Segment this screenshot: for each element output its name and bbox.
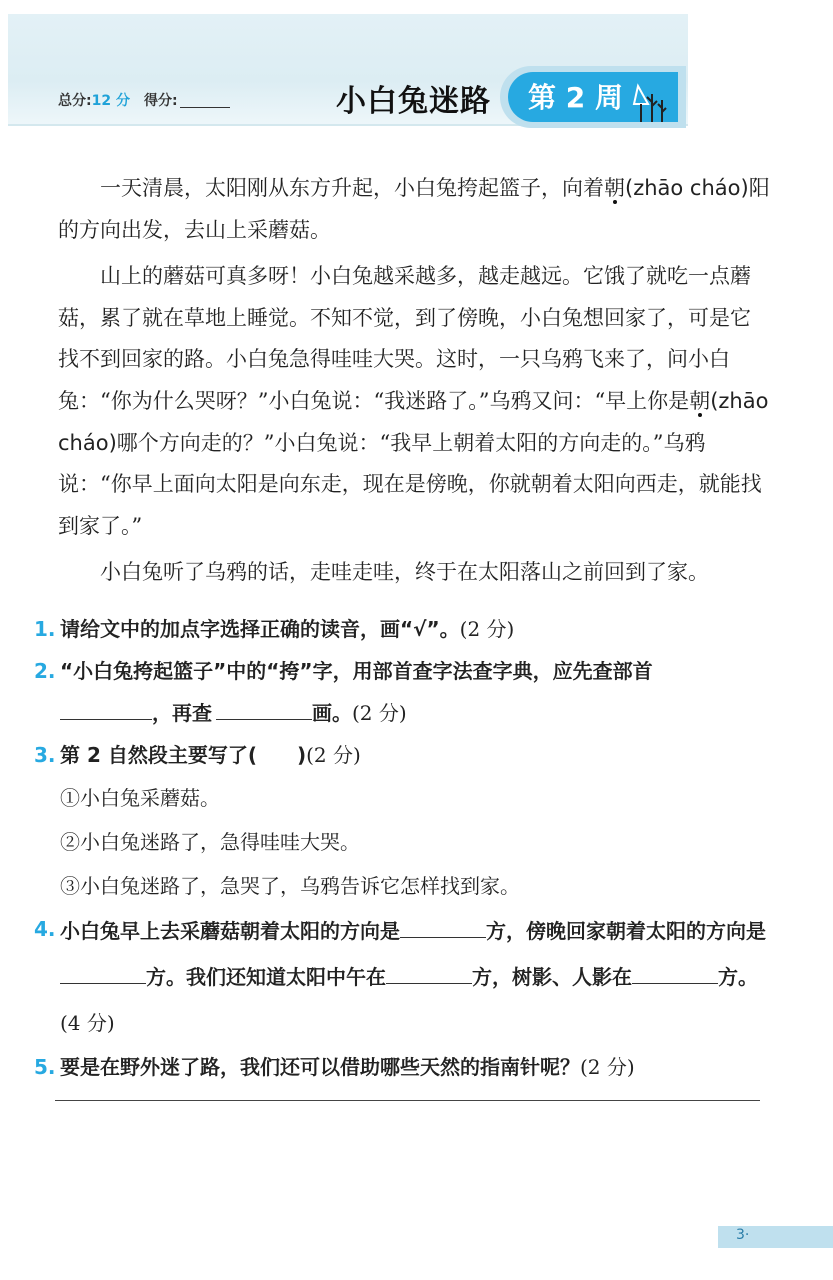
dotted-character: 朝	[689, 388, 711, 413]
question-text	[60, 1046, 774, 1088]
points-label: (2 分)	[459, 617, 515, 641]
passage-text: 山上的蘑菇可真多呀！小白兔越采越多，越走越远。它饿了就吃一点蘑菇，累了就在草地上睡觉。不知不觉，到了傍晚，小白兔想回家了，可是它找不到回家的路。小白兔急得哇哇大哭。这时，一只乌鸦飞来了，问小白兔：“你为什么哭呀？”小白兔说：“我迷路了。”乌鸦又问：“早上你是	[58, 264, 751, 413]
question-5	[34, 1046, 774, 1088]
score-row	[58, 90, 230, 110]
question-2-text: 画。	[312, 701, 352, 725]
tree-icon	[630, 76, 672, 126]
obtained-score-blank[interactable]	[180, 93, 230, 108]
question-number: 1.	[34, 617, 56, 641]
obtained-score-label: 得分:	[143, 93, 178, 109]
noon-direction-blank[interactable]	[386, 963, 472, 984]
radical-blank[interactable]	[60, 699, 152, 720]
question-2-text: ，再查	[152, 701, 212, 725]
stroke-count-blank[interactable]	[216, 699, 312, 720]
passage-paragraph-2	[58, 256, 770, 547]
question-list	[34, 608, 774, 1088]
points-label: (2 分)	[352, 701, 407, 725]
question-2	[34, 650, 774, 734]
total-score-label: 总分:	[58, 93, 92, 109]
passage-text: 阳的方向出发，去山上采蘑菇。	[58, 176, 770, 242]
question-text	[60, 908, 774, 1046]
question-text	[60, 608, 774, 650]
question-4-text: 方。	[718, 965, 758, 989]
question-5-text: 要是在野外迷了路，我们还可以借助哪些天然的指南针呢？	[60, 1055, 580, 1079]
pinyin-options[interactable]: (zhāo cháo)	[625, 176, 749, 200]
week-label: 第 2 周	[528, 81, 623, 114]
passage-paragraph-1	[58, 168, 770, 251]
question-number: 5.	[34, 1055, 56, 1079]
points-label: (4 分)	[60, 1011, 115, 1035]
passage-text: 一天清晨，太阳刚从东方升起，小白兔挎起篮子，向着	[100, 176, 604, 200]
option-2: ②小白兔迷路了，急得哇哇大哭。	[60, 830, 360, 854]
points-label: (2 分)	[306, 743, 361, 767]
reading-passage	[58, 168, 770, 594]
points-label: (2 分)	[580, 1055, 635, 1079]
question-text	[60, 650, 774, 734]
pinyin-options[interactable]: (zhāo cháo)	[58, 388, 769, 455]
question-1	[34, 608, 774, 650]
question-number: 4.	[34, 917, 56, 941]
total-score-value: 12 分	[91, 93, 130, 109]
morning-direction-blank[interactable]	[400, 917, 486, 938]
option-1: ①小白兔采蘑菇。	[60, 786, 220, 810]
question-4-text: 方，树影、人影在	[472, 965, 632, 989]
question-text	[60, 734, 774, 776]
passage-paragraph-3: 小白兔听了乌鸦的话，走哇走哇，终于在太阳落山之前回到了家。	[100, 560, 709, 585]
passage-text: 哪个方向走的？”小白兔说：“我早上朝着太阳的方向走的。”乌鸦说：“你早上面向太阳是向东走，现在是傍晚，你就朝着太阳向西走，就能找到家了。”	[58, 430, 762, 538]
dotted-character: 朝	[604, 176, 625, 200]
question-3-text[interactable]: 第 2 自然段主要写了( )	[60, 743, 307, 767]
question-number: 3.	[34, 743, 56, 767]
evening-direction-blank[interactable]	[60, 963, 146, 984]
question-3	[34, 734, 774, 776]
page-title: 小白兔迷路	[336, 84, 491, 119]
question-4-text: 方。我们还知道太阳中午在	[146, 965, 386, 989]
option-3: ③小白兔迷路了，急哭了，乌鸦告诉它怎样找到家。	[60, 874, 520, 898]
question-2-text: “小白兔挎起篮子”中的“挎”字，用部首查字法查字典，应先查部首	[60, 659, 653, 683]
question-1-text: 请给文中的加点字选择正确的读音，画“√”。	[60, 617, 460, 641]
answer-line[interactable]	[55, 1100, 760, 1101]
shadow-direction-blank[interactable]	[632, 963, 718, 984]
question-4-text: 方，傍晚回家朝着太阳的方向是	[486, 919, 766, 943]
page-number: 3·	[736, 1227, 750, 1243]
question-number: 2.	[34, 659, 56, 683]
question-4-text: 小白兔早上去采蘑菇朝着太阳的方向是	[60, 919, 400, 943]
question-4	[34, 908, 774, 1046]
